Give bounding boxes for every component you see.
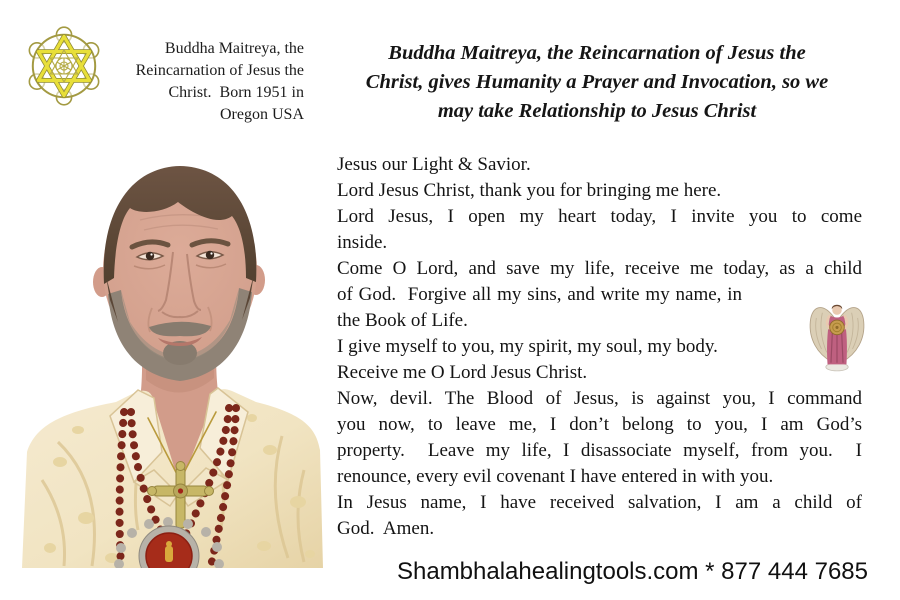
title-line: may take Relationship to Jesus Christ [437, 100, 757, 122]
byline-line: Christ. Born 1951 in [168, 84, 304, 101]
prayer-line: renounce, every evil covenant I have entered in with you. [337, 466, 774, 487]
prayer-line: property. Leave my life, I disassociate myself, from you. I [337, 440, 862, 461]
title-line: Christ, gives Humanity a Prayer and Invocation, so we [365, 71, 829, 93]
prayer-line: Lord Jesus, I open my heart today, I invite you to come [337, 206, 862, 227]
angel-shield [830, 320, 845, 335]
prayer-line: God. Amen. [337, 518, 435, 539]
prayer-line: Now, devil. The Blood of Jesus, is against you, I command [337, 388, 862, 409]
prayer-line: inside. [337, 232, 388, 253]
card-title [336, 39, 858, 126]
prayer-line: Come O Lord, and save my life, receive me today, as a child [337, 258, 862, 279]
buddha-maitreya-portrait-photo [20, 150, 325, 568]
angel-figurine-image [806, 297, 868, 375]
byline-line: Buddha Maitreya, the [164, 40, 304, 57]
byline [108, 38, 304, 126]
prayer-line: Receive me O Lord Jesus Christ. [337, 362, 588, 383]
title-line: Buddha Maitreya, the Reincarnation of Jesus the [388, 42, 806, 64]
footer-contact: Shambhalahealingtools.com * 877 444 7685 [396, 558, 868, 585]
metatron-cube-logo-icon [24, 26, 104, 106]
prayer-line: I give myself to you, my spirit, my soul, my body. [337, 336, 718, 357]
prayer-line: of God. Forgive all my sins, and write my name, in [337, 284, 742, 305]
prayer-line: Lord Jesus Christ, thank you for bringing me here. [337, 180, 722, 201]
prayer-line: the Book of Life. [337, 310, 468, 331]
prayer-line: Jesus our Light & Savior. [337, 154, 531, 175]
prayer-line: you now, to leave me, I don’t belong to you, I am God’s [337, 414, 862, 435]
byline-line: Reincarnation of Jesus the [135, 62, 304, 79]
byline-line: Oregon USA [220, 106, 304, 123]
prayer-text [337, 152, 862, 542]
prayer-line: In Jesus name, I have received salvation, I am a child of [337, 492, 862, 513]
